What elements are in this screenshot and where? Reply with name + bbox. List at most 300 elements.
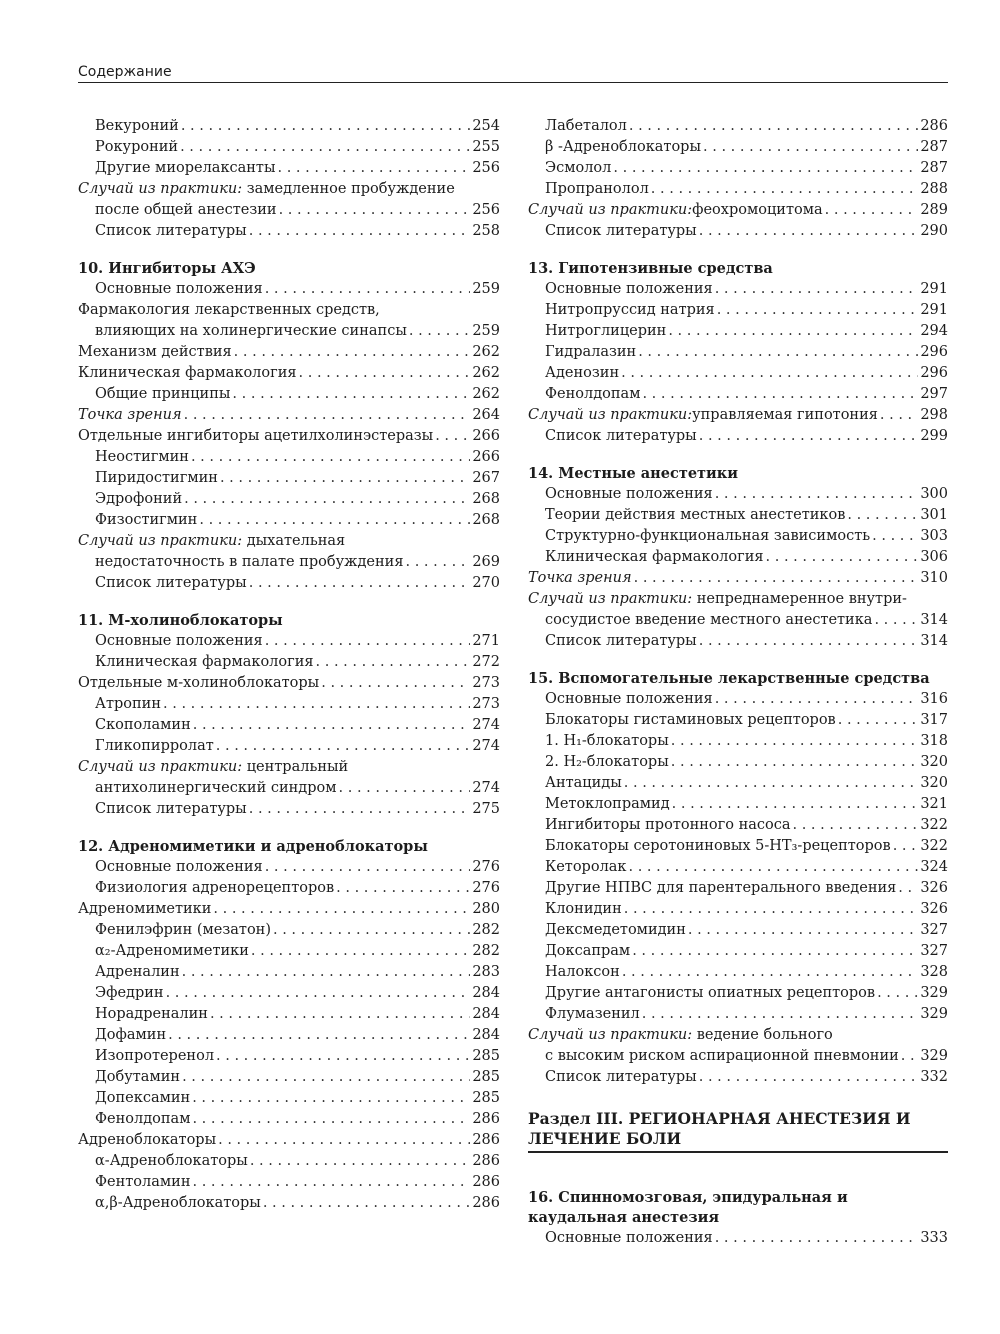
toc-page-number: 274 [472, 780, 500, 796]
toc-page-number: 286 [472, 1153, 500, 1169]
toc-entry[interactable] [528, 484, 948, 505]
toc-entry[interactable] [78, 1067, 500, 1088]
toc-entry-label: после общей анестезии [95, 202, 277, 218]
toc-entry[interactable] [78, 200, 500, 221]
leader-dots [715, 689, 919, 710]
toc-entry[interactable] [528, 526, 948, 547]
toc-entry-label: Другие НПВС для парентерального введения [545, 880, 897, 896]
leader-dots [699, 426, 919, 447]
leader-dots [901, 1046, 919, 1067]
leader-dots [182, 1067, 470, 1088]
leader-dots [629, 116, 918, 137]
toc-entry-first-line [528, 1025, 948, 1046]
part-heading: Раздел III. РЕГИОНАРНАЯ АНЕСТЕЗИЯ И ЛЕЧЕНИЕ БОЛИ [528, 1109, 948, 1153]
leader-dots [180, 137, 470, 158]
toc-page-number: 267 [472, 470, 500, 486]
toc-entry[interactable] [78, 510, 500, 531]
toc-page-number: 324 [920, 859, 948, 875]
toc-entry-label: α,β-Адреноблокаторы [95, 1195, 261, 1211]
toc-entry[interactable] [78, 941, 500, 962]
leader-dots [234, 342, 471, 363]
toc-entry[interactable] [528, 405, 948, 426]
toc-section [528, 1188, 948, 1249]
toc-entry[interactable] [78, 1004, 500, 1025]
toc-entry[interactable] [528, 1228, 948, 1249]
toc-section [78, 116, 500, 242]
toc-entry-label: Дексмедетомидин [545, 922, 686, 938]
toc-entry[interactable] [78, 1172, 500, 1193]
toc-entry-label: Механизм действия [78, 344, 232, 360]
toc-entry[interactable] [528, 547, 948, 568]
toc-page-number: 296 [920, 344, 948, 360]
toc-entry[interactable] [78, 899, 500, 920]
toc-entry-multiline[interactable] [78, 300, 500, 342]
toc-page-number: 327 [920, 943, 948, 959]
toc-entry[interactable] [78, 631, 500, 652]
toc-entry-label: Пропранолол [545, 181, 649, 197]
toc-page-number: 284 [472, 1027, 500, 1043]
toc-page-number: 272 [472, 654, 500, 670]
toc-entry-suffix: управляемая гипотония [692, 407, 878, 423]
toc-page-number: 284 [472, 985, 500, 1001]
toc-entry-label: Доксапрам [545, 943, 631, 959]
toc-entry[interactable] [78, 573, 500, 594]
leader-dots [893, 836, 919, 857]
toc-entry[interactable] [528, 1004, 948, 1025]
toc-entry[interactable] [528, 983, 948, 1004]
toc-entry-label: Случай из практики: [528, 407, 693, 423]
leader-dots [263, 1193, 471, 1214]
toc-entry[interactable] [528, 300, 948, 321]
toc-page-number: 282 [472, 922, 500, 938]
toc-entry-suffix: феохромоцитома [692, 202, 823, 218]
toc-entry-first-line-text: Фармакология лекарственных средств, [78, 302, 380, 318]
toc-entry[interactable] [528, 137, 948, 158]
toc-entry[interactable] [78, 878, 500, 899]
toc-entry-label: сосудистое введение местного анестетика [545, 612, 873, 628]
toc-page-number: 270 [472, 575, 500, 591]
toc-entry[interactable] [528, 179, 948, 200]
toc-entry[interactable] [78, 1088, 500, 1109]
leader-dots [629, 857, 919, 878]
leader-dots [232, 384, 470, 405]
toc-entry-label: недостаточность в палате пробуждения [95, 554, 404, 570]
toc-entry-multiline[interactable] [78, 757, 500, 799]
toc-entry-label: α-Адреноблокаторы [95, 1153, 248, 1169]
toc-page-number: 268 [472, 491, 500, 507]
toc-entry[interactable] [78, 405, 500, 426]
toc-page-number: 329 [920, 1048, 948, 1064]
toc-page-number: 285 [472, 1090, 500, 1106]
toc-page-number: 274 [472, 738, 500, 754]
toc-entry[interactable] [78, 652, 500, 673]
toc-entry[interactable] [528, 505, 948, 526]
leader-dots [688, 920, 918, 941]
toc-entry-label: Адреналин [95, 964, 180, 980]
toc-page-number: 284 [472, 1006, 500, 1022]
toc-entry-first-line-text: ведение больного [692, 1027, 833, 1043]
toc-entry[interactable] [528, 710, 948, 731]
leader-dots [265, 631, 471, 652]
toc-page-number: 300 [920, 486, 948, 502]
toc-entry[interactable] [78, 715, 500, 736]
toc-page-number: 256 [472, 160, 500, 176]
toc-entry-label: Список литературы [545, 1069, 697, 1085]
toc-entry-label: Гликопирролат [95, 738, 214, 754]
toc-entry-label: Основные положения [95, 859, 263, 875]
leader-dots [210, 1004, 470, 1025]
leader-dots [279, 200, 471, 221]
toc-page-number: 286 [472, 1174, 500, 1190]
toc-entry-first-line-text: замедленное пробуждение [242, 181, 455, 197]
toc-entry-label: Допексамин [95, 1090, 191, 1106]
leader-dots [717, 300, 919, 321]
leader-dots [877, 983, 918, 1004]
leader-dots [435, 426, 470, 447]
chapter-heading[interactable]: 15. Вспомогательные лекарственные средства [528, 670, 930, 687]
leader-dots [249, 573, 471, 594]
toc-entry-label: Точка зрения [78, 407, 182, 423]
toc-entry-first-line [78, 757, 500, 778]
toc-entry[interactable] [78, 384, 500, 405]
leader-dots [193, 715, 471, 736]
leader-dots [672, 794, 919, 815]
toc-entry-first-line-text: дыхательная [242, 533, 346, 549]
toc-right-column [528, 116, 948, 1266]
toc-entry[interactable] [78, 1193, 500, 1214]
leader-dots [898, 878, 918, 899]
toc-entry[interactable] [78, 489, 500, 510]
leader-dots [699, 631, 919, 652]
leader-dots [632, 941, 918, 962]
toc-entry[interactable] [78, 736, 500, 757]
leader-dots [265, 279, 471, 300]
toc-entry[interactable] [78, 778, 500, 799]
chapter-heading[interactable]: 11. М-холиноблокаторы [78, 612, 283, 629]
toc-page-number: 286 [472, 1111, 500, 1127]
toc-entry-label: Адреномиметики [78, 901, 212, 917]
toc-entry-label: 2. H₂-блокаторы [545, 754, 669, 770]
toc-entry-label: Нитроглицерин [545, 323, 667, 339]
toc-page-number: 259 [472, 323, 500, 339]
toc-page-number: 327 [920, 922, 948, 938]
toc-entry-label: Общие принципы [95, 386, 231, 402]
toc-entry[interactable] [528, 752, 948, 773]
toc-section [528, 259, 948, 447]
leader-dots [872, 526, 918, 547]
toc-entry-label: Изопротеренол [95, 1048, 215, 1064]
toc-entry-label: Список литературы [545, 223, 697, 239]
leader-dots [192, 1088, 470, 1109]
toc-page-number: 258 [472, 223, 500, 239]
chapter-heading[interactable]: 13. Гипотензивные средства [528, 260, 773, 277]
toc-entry[interactable] [528, 689, 948, 710]
toc-entry-label: Список литературы [95, 575, 247, 591]
toc-left-column [78, 116, 500, 1231]
chapter-heading[interactable]: 14. Местные анестетики [528, 465, 739, 482]
toc-entry[interactable] [78, 552, 500, 573]
toc-entry-first-line [78, 300, 500, 321]
toc-entry[interactable] [78, 321, 500, 342]
toc-entry-label: Клиническая фармакология [78, 365, 297, 381]
toc-entry[interactable] [78, 158, 500, 179]
toc-entry[interactable] [528, 116, 948, 137]
toc-entry[interactable] [528, 794, 948, 815]
toc-page-number: 329 [920, 1006, 948, 1022]
toc-entry[interactable] [78, 137, 500, 158]
toc-entry-label: Нитропруссид натрия [545, 302, 715, 318]
chapter-heading[interactable]: 10. Ингибиторы АХЭ [78, 260, 256, 277]
toc-page-number: 314 [920, 633, 948, 649]
leader-dots [213, 899, 470, 920]
toc-entry[interactable] [78, 116, 500, 137]
toc-entry-label: Фенолдопам [95, 1111, 191, 1127]
toc-entry[interactable] [528, 962, 948, 983]
toc-entry-label: с высоким риском аспирационной пневмонии [545, 1048, 899, 1064]
toc-entry[interactable] [528, 610, 948, 631]
toc-entry-label: Список литературы [545, 633, 697, 649]
toc-page-number: 256 [472, 202, 500, 218]
toc-page-number: 316 [920, 691, 948, 707]
case-prefix: Случай из практики: [528, 1027, 693, 1043]
toc-entry[interactable] [528, 836, 948, 857]
toc-entry[interactable] [528, 279, 948, 300]
toc-page-number: 326 [920, 901, 948, 917]
toc-entry[interactable] [78, 799, 500, 820]
toc-entry[interactable] [78, 857, 500, 878]
toc-entry[interactable] [78, 1151, 500, 1172]
toc-page-number: 317 [920, 712, 948, 728]
toc-entry-label: Физостигмин [95, 512, 198, 528]
toc-entry[interactable] [528, 857, 948, 878]
toc-entry[interactable] [78, 1130, 500, 1151]
leader-dots [405, 552, 470, 573]
leader-dots [168, 1025, 470, 1046]
toc-entry[interactable] [78, 1046, 500, 1067]
toc-entry-multiline[interactable] [528, 589, 948, 631]
toc-page-number: 288 [920, 181, 948, 197]
toc-page-number: 296 [920, 365, 948, 381]
toc-entry[interactable] [78, 342, 500, 363]
toc-entry-label: Отдельные ингибиторы ацетилхолинэстеразы [78, 428, 434, 444]
toc-entry-first-line [78, 179, 500, 200]
leader-dots [624, 773, 919, 794]
toc-page-number: 286 [920, 118, 948, 134]
toc-page-number: 321 [920, 796, 948, 812]
leader-dots [251, 941, 470, 962]
leader-dots [192, 1109, 470, 1130]
toc-entry[interactable] [78, 363, 500, 384]
toc-page-number: 294 [920, 323, 948, 339]
leader-dots [621, 363, 918, 384]
toc-entry[interactable] [528, 158, 948, 179]
toc-entry-label: Отдельные м-холиноблокаторы [78, 675, 320, 691]
toc-entry-first-line-text: центральный [242, 759, 349, 775]
toc-entry-label: Фенолдопам [545, 386, 641, 402]
toc-entry[interactable] [528, 878, 948, 899]
toc-page-number: 268 [472, 512, 500, 528]
toc-entry[interactable] [78, 920, 500, 941]
leader-dots [220, 468, 470, 489]
leader-dots [193, 1172, 471, 1193]
toc-page-number: 276 [472, 859, 500, 875]
toc-page-number: 262 [472, 344, 500, 360]
leader-dots [216, 736, 471, 757]
toc-page-number: 262 [472, 386, 500, 402]
toc-entry[interactable] [528, 631, 948, 652]
toc-page-number: 329 [920, 985, 948, 1001]
leader-dots [715, 484, 919, 505]
toc-page-number: 320 [920, 775, 948, 791]
header-title: Содержание [78, 64, 172, 80]
toc-entry[interactable] [528, 773, 948, 794]
leader-dots [316, 652, 471, 673]
chapter-heading[interactable]: 12. Адреномиметики и адреноблокаторы [78, 838, 428, 855]
toc-entry-label: Клиническая фармакология [545, 549, 764, 565]
toc-entry-label: антихолинергический синдром [95, 780, 337, 796]
leader-dots [166, 983, 471, 1004]
toc-entry[interactable] [78, 962, 500, 983]
toc-entry[interactable] [78, 447, 500, 468]
toc-entry-label: 1. H₁-блокаторы [545, 733, 669, 749]
leader-dots [766, 547, 919, 568]
toc-entry-label: Фенилэфрин (мезатон) [95, 922, 271, 938]
toc-entry-label: Норадреналин [95, 1006, 208, 1022]
toc-entry-multiline[interactable] [528, 1025, 948, 1067]
leader-dots [191, 447, 470, 468]
toc-entry-label: Клиническая фармакология [95, 654, 314, 670]
leader-dots [184, 489, 470, 510]
chapter-heading[interactable]: 16. Спинномозговая, эпидуральная и каудальная анестезия [528, 1189, 848, 1226]
toc-entry[interactable] [528, 342, 948, 363]
toc-section [78, 837, 500, 1214]
leader-dots [250, 1151, 471, 1172]
toc-page-number: 275 [472, 801, 500, 817]
toc-entry-label: Эсмолол [545, 160, 612, 176]
toc-section [78, 259, 500, 594]
toc-entry-label: Теории действия местных анестетиков [545, 507, 846, 523]
toc-entry-first-line-text: непреднамеренное внутри- [692, 591, 907, 607]
toc-page-number: 333 [920, 1230, 948, 1246]
leader-dots [336, 878, 470, 899]
leader-dots [651, 179, 919, 200]
toc-entry-multiline[interactable] [78, 179, 500, 221]
toc-page-number: 287 [920, 160, 948, 176]
toc-section [528, 1105, 948, 1171]
toc-page-number: 328 [920, 964, 948, 980]
toc-entry-label: Дофамин [95, 1027, 167, 1043]
case-prefix: Случай из практики: [78, 533, 243, 549]
toc-entry-label: Основные положения [545, 691, 713, 707]
toc-entry-label: Блокаторы серотониновых 5-HT₃-рецепторов [545, 838, 891, 854]
toc-page-number: 273 [472, 675, 500, 691]
leader-dots [218, 1130, 470, 1151]
toc-page-number: 297 [920, 386, 948, 402]
toc-entry[interactable] [528, 221, 948, 242]
toc-entry[interactable] [78, 221, 500, 242]
toc-entry-label: Атропин [95, 696, 162, 712]
toc-page-number: 271 [472, 633, 500, 649]
toc-page-number: 320 [920, 754, 948, 770]
toc-entry[interactable] [528, 426, 948, 447]
toc-page-number: 280 [472, 901, 500, 917]
toc-entry-label: Рокуроний [95, 139, 179, 155]
toc-page-number: 285 [472, 1069, 500, 1085]
toc-entry[interactable] [78, 694, 500, 715]
toc-entry[interactable] [78, 1025, 500, 1046]
toc-page-number: 266 [472, 428, 500, 444]
leader-dots [216, 1046, 470, 1067]
toc-page-number: 322 [920, 838, 948, 854]
toc-entry-label: Лабеталол [545, 118, 627, 134]
toc-entry[interactable] [528, 899, 948, 920]
toc-entry-label: Основные положения [95, 281, 263, 297]
toc-section [528, 116, 948, 242]
toc-entry[interactable] [528, 1046, 948, 1067]
toc-entry[interactable] [528, 941, 948, 962]
toc-entry-label: Эдрофоний [95, 491, 183, 507]
toc-entry-label: Скополамин [95, 717, 191, 733]
toc-entry-label: Неостигмин [95, 449, 189, 465]
toc-entry[interactable] [78, 426, 500, 447]
leader-dots [838, 710, 919, 731]
leader-dots [874, 610, 918, 631]
case-prefix: Случай из практики: [78, 181, 243, 197]
toc-section [528, 464, 948, 652]
leader-dots [321, 673, 470, 694]
toc-entry[interactable] [528, 200, 948, 221]
toc-page-number: 286 [472, 1132, 500, 1148]
toc-entry[interactable] [78, 983, 500, 1004]
toc-entry[interactable] [78, 279, 500, 300]
toc-entry-label: Основные положения [545, 281, 713, 297]
toc-page-number: 326 [920, 880, 948, 896]
toc-entry-label: Блокаторы гистаминовых рецепторов [545, 712, 836, 728]
toc-entry-label: Список литературы [95, 801, 247, 817]
toc-entry[interactable] [528, 731, 948, 752]
toc-entry-label: Флумазенил [545, 1006, 640, 1022]
leader-dots [699, 221, 919, 242]
leader-dots [278, 158, 471, 179]
toc-entry[interactable] [78, 673, 500, 694]
toc-entry-label: Фентоламин [95, 1174, 191, 1190]
toc-page-number: 285 [472, 1048, 500, 1064]
toc-entry-label: Точка зрения [528, 570, 632, 586]
toc-entry[interactable] [528, 568, 948, 589]
leader-dots [249, 221, 471, 242]
leader-dots [613, 158, 918, 179]
toc-entry[interactable] [78, 1109, 500, 1130]
toc-page-number: 289 [920, 202, 948, 218]
toc-page-number: 290 [920, 223, 948, 239]
toc-entry-label: Структурно-функциональная зависимость [545, 528, 871, 544]
toc-entry[interactable] [528, 1067, 948, 1088]
leader-dots [249, 799, 471, 820]
toc-entry[interactable] [78, 468, 500, 489]
leader-dots [642, 384, 918, 405]
toc-entry[interactable] [528, 920, 948, 941]
toc-entry-multiline[interactable] [78, 531, 500, 573]
toc-entry-label: Добутамин [95, 1069, 181, 1085]
toc-page-number: 332 [920, 1069, 948, 1085]
toc-entry-label: α₂-Адреномиметики [95, 943, 249, 959]
toc-entry[interactable] [528, 363, 948, 384]
toc-entry[interactable] [528, 321, 948, 342]
toc-entry-label: Основные положения [95, 633, 263, 649]
toc-entry[interactable] [528, 815, 948, 836]
toc-entry-label: влияющих на холинергические синапсы [95, 323, 407, 339]
toc-entry[interactable] [528, 384, 948, 405]
